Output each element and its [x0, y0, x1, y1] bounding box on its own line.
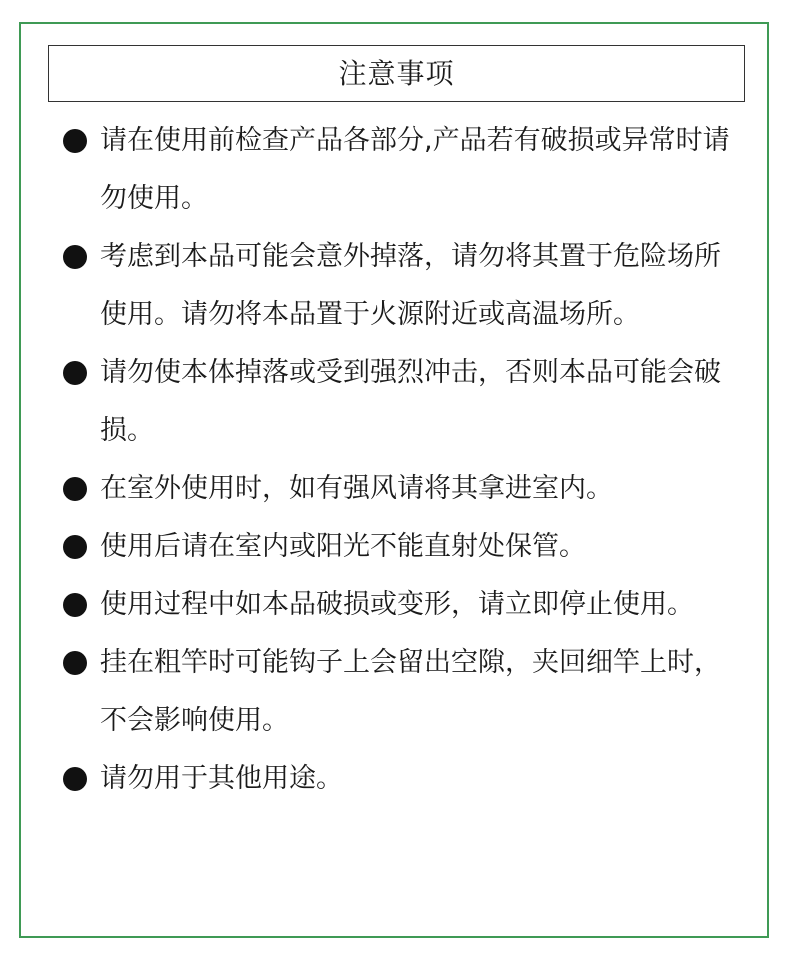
- list-item: [60, 112, 730, 228]
- bullet-dot-icon: [63, 361, 87, 385]
- bullet-dot-icon: [63, 535, 87, 559]
- list-item: [60, 518, 730, 576]
- bullet-dot-icon: [63, 245, 87, 269]
- notice-text: 请勿用于其他用途。: [100, 763, 343, 794]
- notice-text: 请勿使本体掉落或受到强烈冲击，否则本品可能会破损。: [100, 357, 721, 446]
- notice-text: 使用后请在室内或阳光不能直射处保管。: [100, 531, 586, 562]
- list-item: [60, 460, 730, 518]
- page-title: 注意事项: [338, 56, 455, 90]
- bullet-dot-icon: [63, 129, 87, 153]
- title-box: [48, 45, 745, 102]
- notice-list: [60, 112, 730, 808]
- bullet-dot-icon: [63, 767, 87, 791]
- notice-text: 使用过程中如本品破损或变形，请立即停止使用。: [100, 589, 694, 620]
- bullet-dot-icon: [63, 477, 87, 501]
- bullet-dot-icon: [63, 593, 87, 617]
- list-item: [60, 344, 730, 460]
- list-item: [60, 576, 730, 634]
- notice-text: 在室外使用时，如有强风请将其拿进室内。: [100, 473, 613, 504]
- list-item: [60, 228, 730, 344]
- list-item: [60, 634, 730, 750]
- notice-text: 挂在粗竿时可能钩子上会留出空隙，夹回细竿上时，不会影响使用。: [100, 647, 721, 736]
- notice-text: 请在使用前检查产品各部分,产品若有破损或异常时请勿使用。: [100, 125, 730, 214]
- list-item: [60, 750, 730, 808]
- notice-text: 考虑到本品可能会意外掉落，请勿将其置于危险场所使用。请勿将本品置于火源附近或高温场所。: [100, 241, 721, 330]
- bullet-dot-icon: [63, 651, 87, 675]
